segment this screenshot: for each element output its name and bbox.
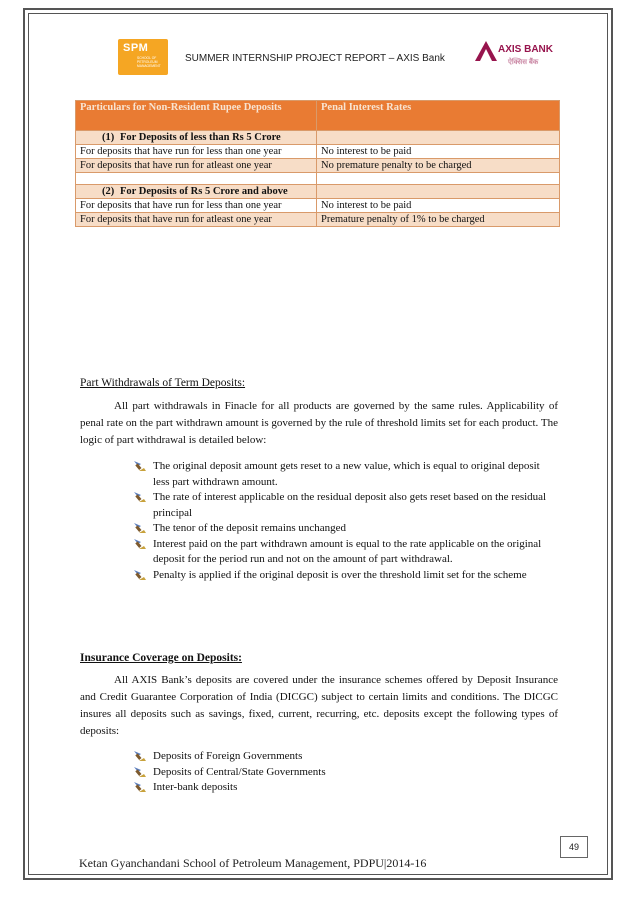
list-item — [133, 780, 558, 796]
part-withdrawals-heading: Part Withdrawals of Term Deposits: — [80, 377, 246, 389]
list-item — [133, 568, 558, 584]
table-row — [76, 131, 560, 145]
table-header-rates: Penal Interest Rates — [317, 101, 560, 131]
section-title: For Deposits of less than Rs 5 Crore — [120, 132, 281, 143]
table-cell-particular: For deposits that have run for less than one year — [76, 145, 317, 159]
table-cell-rate: No interest to be paid — [317, 199, 560, 213]
pin-bullet-icon — [133, 491, 147, 503]
penal-interest-table — [75, 100, 560, 227]
table-cell-rate: No interest to be paid — [317, 145, 560, 159]
insurance-exclusions-list — [133, 749, 558, 796]
table-cell-rate: Premature penalty of 1% to be charged — [317, 213, 560, 227]
section-number: (1) — [102, 132, 115, 143]
list-item-text: Interest paid on the part withdrawn amount is equal to the rate applicable on the original deposit for the period run and not on the amount of part withdrawal. — [153, 537, 542, 565]
table-row — [76, 185, 560, 199]
insurance-paragraph: All AXIS Bank’s deposits are covered under the insurance schemes offered by Deposit Insurance and Credit Guarantee Corporation of India (DICGC) subject to certain limits and conditions. The DICGC insures all deposits such as savings, fixed, current, recurring, etc. deposits except the following types of deposits: — [80, 674, 558, 737]
pin-bullet-icon — [133, 750, 147, 762]
axis-bank-logo-icon — [474, 40, 498, 62]
table-cell-rate — [317, 131, 560, 145]
pin-bullet-icon — [133, 538, 147, 550]
pin-bullet-icon — [133, 781, 147, 793]
table-row — [76, 173, 560, 185]
table-cell-particular: For deposits that have run for less than one year — [76, 199, 317, 213]
axis-bank-logo — [474, 40, 564, 74]
spm-logo — [118, 39, 168, 75]
section-number: (2) — [102, 186, 115, 197]
footer-text: Ketan Gyanchandani School of Petroleum Management, PDPU|2014-16 — [79, 856, 427, 870]
section-title: For Deposits of Rs 5 Crore and above — [120, 186, 288, 197]
table-cell-rate: No premature penalty to be charged — [317, 159, 560, 173]
list-item — [133, 749, 558, 765]
table-cell-particular: For deposits that have run for atleast one year — [76, 159, 317, 173]
page-number: 49 — [560, 836, 588, 858]
table-cell-rate — [317, 185, 560, 199]
list-item-text: Deposits of Central/State Governments — [153, 765, 326, 778]
table-header-row — [76, 101, 560, 131]
list-item — [133, 490, 558, 521]
pin-bullet-icon — [133, 522, 147, 534]
table-cell-particular — [76, 173, 317, 185]
table-section-cell — [76, 185, 317, 199]
pin-bullet-icon — [133, 569, 147, 581]
spm-logo-text: SPM — [123, 42, 149, 54]
table-row — [76, 213, 560, 227]
list-item — [133, 521, 558, 537]
list-item-text: The original deposit amount gets reset to a new value, which is equal to original deposit less part withdrawn amount. — [153, 460, 540, 488]
list-item-text: Deposits of Foreign Governments — [153, 750, 303, 762]
table-header-particulars: Particulars for Non-Resident Rupee Deposits — [76, 101, 317, 131]
list-item — [133, 537, 558, 568]
table-cell-particular: For deposits that have run for atleast one year — [76, 213, 317, 227]
table-row — [76, 199, 560, 213]
table-row — [76, 145, 560, 159]
header-title: SUMMER INTERNSHIP PROJECT REPORT – AXIS Bank — [185, 53, 445, 64]
list-item-text: Penalty is applied if the original deposit is over the threshold limit set for the scheme — [153, 568, 527, 581]
list-item-text: Inter-bank deposits — [153, 781, 238, 793]
table-section-cell — [76, 131, 317, 145]
spm-logo-subtext: SCHOOL OF PETROLEUM MANAGEMENT — [137, 56, 161, 68]
list-item — [133, 765, 558, 781]
axis-logo-text: AXIS BANK — [498, 44, 554, 55]
list-item-text: The tenor of the deposit remains unchanged — [153, 522, 347, 534]
list-item-text: The rate of interest applicable on the residual deposit also gets reset based on the residual principal — [153, 491, 547, 519]
part-withdrawals-list — [133, 459, 558, 583]
axis-logo-hindi-text: ऐक्सिस बैंक — [508, 59, 539, 66]
pin-bullet-icon — [133, 460, 147, 472]
insurance-heading: Insurance Coverage on Deposits: — [80, 652, 242, 664]
table-cell-rate — [317, 173, 560, 185]
list-item — [133, 459, 558, 490]
part-withdrawals-paragraph: All part withdrawals in Finacle for all products are governed by the same rules. Applicability of penal rate on the part withdrawn amount is governed by the rule of threshold limits set for each product. The logic of part withdrawal is detailed below: — [80, 400, 558, 446]
table-row — [76, 159, 560, 173]
pin-bullet-icon — [133, 766, 147, 778]
